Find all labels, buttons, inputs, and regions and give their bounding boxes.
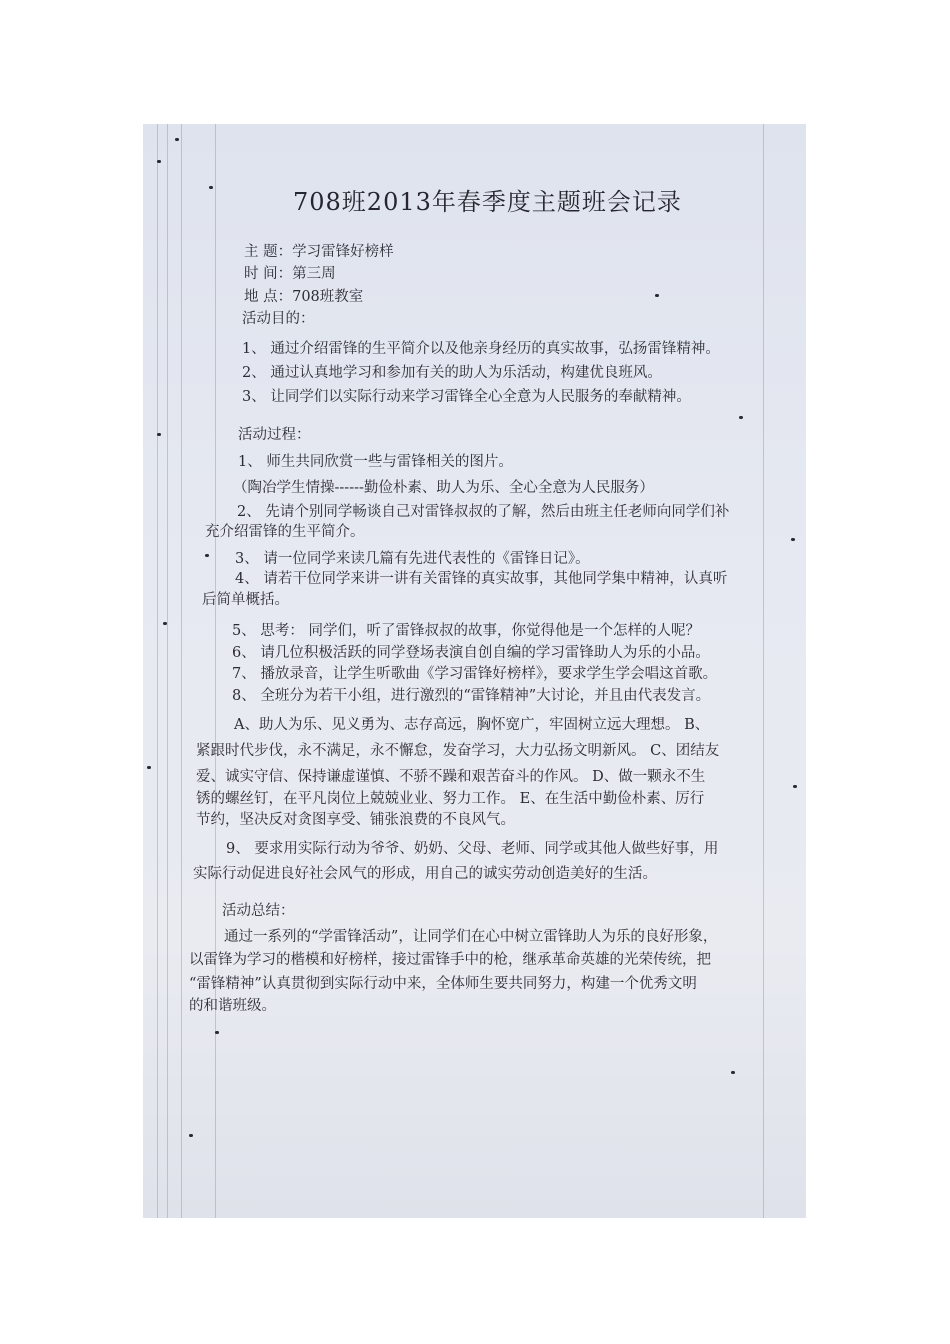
meta-time: 时 间：第三周: [244, 266, 336, 282]
process-line: 爱、诚实守信、保持谦虚谨慎、不骄不躁和艰苦奋斗的作风。 D、做一颗永不生: [196, 769, 706, 785]
summary-line: 通过一系列的“学雷锋活动”，让同学们在心中树立雷锋助人为乐的良好形象，: [224, 929, 718, 945]
scan-speck: [791, 538, 795, 541]
scanned-paper: [143, 124, 806, 1218]
scan-speck: [215, 1031, 219, 1034]
process-line: 后简单概括。: [202, 592, 289, 608]
process-line: 9、 要求用实际行动为爷爷、奶奶、父母、老师、同学或其他人做些好事，用: [226, 841, 719, 857]
process-line: 2、 先请个别同学畅谈自己对雷锋叔叔的了解，然后由班主任老师向同学们补: [237, 504, 730, 520]
meta-topic: 主 题：学习雷锋好榜样: [244, 244, 394, 260]
scan-speck: [739, 416, 743, 419]
purpose-item: 2、 通过认真地学习和参加有关的助人为乐活动，构建优良班风。: [242, 365, 662, 381]
document-title: 708班2013年春季度主题班会记录: [293, 188, 682, 216]
scan-speck: [655, 294, 659, 297]
scan-speck: [209, 186, 213, 189]
process-line: 实际行动促进良好社会风气的形成，用自己的诚实劳动创造美好的生活。: [193, 866, 657, 882]
scan-speck: [157, 433, 161, 436]
process-line: 7、 播放录音，让学生听歌曲《学习雷锋好榜样》，要求学生学会唱这首歌。: [232, 666, 718, 682]
scan-speck: [163, 622, 167, 625]
process-line: 4、 请若干位同学来讲一讲有关雷锋的真实故事，其他同学集中精神，认真听: [235, 571, 728, 587]
scan-speck: [175, 138, 179, 141]
scan-speck: [157, 160, 161, 163]
process-line: A、助人为乐、见义勇为、志存高远，胸怀宽广，牢固树立远大理想。 B、: [234, 717, 710, 733]
summary-line: “雷锋精神”认真贯彻到实际行动中来，全体师生要共同努力，构建一个优秀文明: [189, 976, 697, 992]
process-line: 节约，坚决反对贪图享受、铺张浪费的不良风气。: [196, 812, 515, 828]
process-heading: 活动过程：: [238, 427, 311, 443]
purpose-item: 3、 让同学们以实际行动来学习雷锋全心全意为人民服务的奉献精神。: [242, 389, 691, 405]
scan-speck: [793, 785, 797, 788]
summary-heading: 活动总结：: [222, 903, 295, 919]
meta-place: 地 点：708班教室: [244, 289, 364, 305]
process-line: 5、 思考： 同学们，听了雷锋叔叔的故事，你觉得他是一个怎样的人呢？: [232, 623, 700, 639]
purpose-heading: 活动目的：: [242, 311, 315, 327]
process-line: 3、 请一位同学来读几篇有先进代表性的《雷锋日记》。: [235, 551, 590, 567]
process-line: 1、 师生共同欣赏一些与雷锋相关的图片。: [238, 454, 513, 470]
summary-line: 的和谐班级。: [189, 998, 276, 1014]
process-line: 6、 请几位积极活跃的同学登场表演自创自编的学习雷锋助人为乐的小品。: [232, 645, 710, 661]
document-content: [143, 124, 806, 1218]
process-line: 充介绍雷锋的生平简介。: [205, 524, 365, 540]
process-line: （陶冶学生情操------勤俭朴素、助人为乐、全心全意为人民服务）: [233, 480, 654, 496]
process-line: 锈的螺丝钉，在平凡岗位上兢兢业业、努力工作。 E、在生活中勤俭朴素、厉行: [196, 791, 705, 807]
scan-speck: [205, 554, 209, 557]
scan-speck: [189, 1134, 193, 1137]
purpose-item: 1、 通过介绍雷锋的生平简介以及他亲身经历的真实故事，弘扬雷锋精神。: [242, 341, 720, 357]
scan-speck: [731, 1071, 735, 1074]
process-line: 紧跟时代步伐，永不满足，永不懈怠，发奋学习，大力弘扬文明新风。 C、团结友: [196, 743, 720, 759]
summary-line: 以雷锋为学习的楷模和好榜样，接过雷锋手中的枪，继承革命英雄的光荣传统，把: [189, 952, 711, 968]
process-line: 8、 全班分为若干小组，进行激烈的“雷锋精神”大讨论，并且由代表发言。: [232, 688, 711, 704]
scan-speck: [147, 766, 151, 769]
